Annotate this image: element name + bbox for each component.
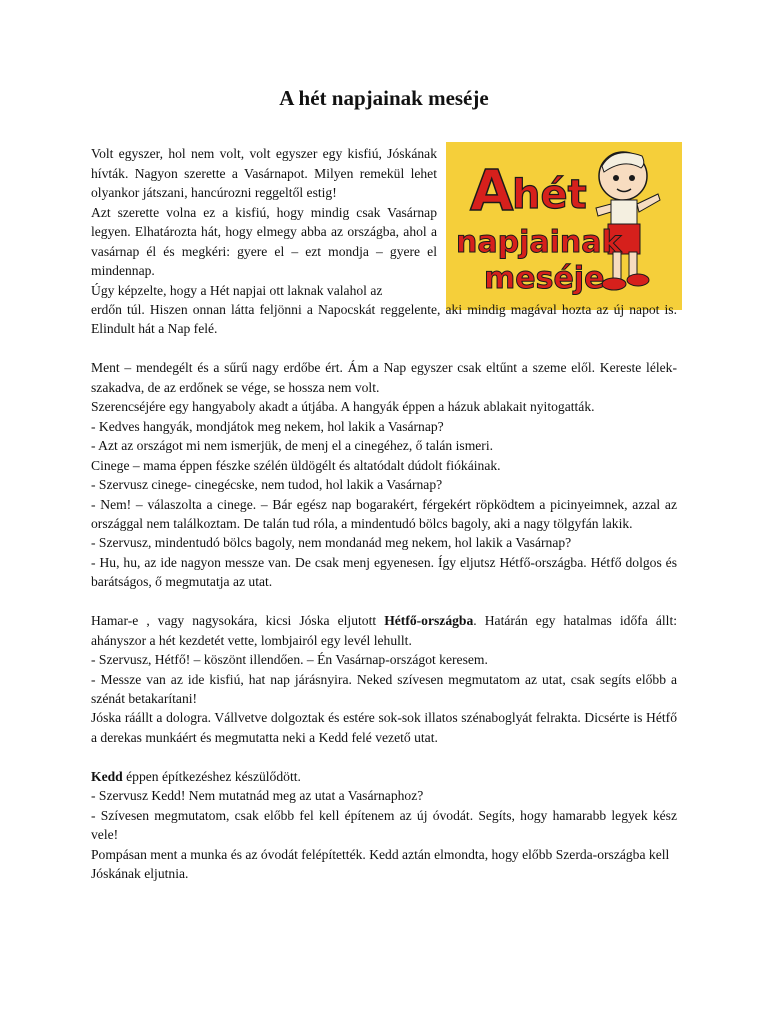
dialogue-line: - Kedves hangyák, mondjátok meg nekem, hol lakik a Vasárnap? xyxy=(91,418,444,434)
illustration-word-napjainak: napjainak xyxy=(456,225,622,260)
paragraph xyxy=(91,767,677,786)
text-run: . Határán egy hatalmas időfa állt: ahányszor a hét kezdetét vette, lombjairól egy levél lehullt. xyxy=(91,613,677,648)
paragraph: Pompásan ment a munka és az óvodát felépítették. Kedd aztán elmondta, hogy előbb Szerda-országba kell Jóskának eljutnia. xyxy=(91,846,670,882)
bold-term: Kedd xyxy=(91,768,123,784)
dialogue-line: - Szívesen megmutatom, csak előbb fel kell építenem az új óvodát. Segíts, hogy hamarabb legyek kész vele! xyxy=(91,807,677,843)
illustration-word-meseje: meséje xyxy=(484,261,605,296)
intro-paragraph: Volt egyszer, hol nem volt, volt egyszer egy kisfiú, Jóskának hívták. Nagyon szerette a Vasárnapot. Milyen remekül lehet olyankor játszani, hancúrozni reggeltől estig! xyxy=(91,146,437,200)
paragraph xyxy=(91,611,677,650)
dialogue-line: - Nem! – válaszolta a cinege. – Bár egész nap bogarakért, férgekért röpködtem a picinyeimnek, azzal az országgal nem találkoztam. De talán tud róla, a mindentudó bölcs bagoly, aki a nagy tölgyfán lakik. xyxy=(91,496,677,531)
dialogue-line: - Messze van az ide kisfiú, hat nap járásnyira. Neked szívesen megmutatom az utat, csak segíts előbb a szénát betakarítani! xyxy=(91,671,677,707)
paragraph: Jóska ráállt a dologra. Vállvetve dolgoztak és estére sok-sok illatos szénaboglyát felrakta. Dicsérte is Hétfő a derekas munkáért és megmutatta neki a Kedd felé vezető utat. xyxy=(91,710,677,745)
illustration-word-het: hét xyxy=(512,172,587,218)
paragraph: Ment – mendegélt és a sűrű nagy erdőbe ért. Ám a Nap egyszer csak eltűnt a szeme elől. Kereste lélek-szakadva, de az erdőnek se vége, se hossza nem volt. xyxy=(91,360,677,395)
intro-paragraph: Úgy képzelte, hogy a Hét napjai ott laknak valahol az xyxy=(91,282,383,298)
intro-column xyxy=(91,144,437,300)
text-run: éppen építkezéshez készülődött. xyxy=(122,768,301,784)
bold-term: Hétfő-országba xyxy=(384,613,474,629)
text-run: Hamar-e , vagy nagysokára, kicsi Jóska eljutott xyxy=(91,613,385,629)
intro-paragraph: Azt szerette volna ez a kisfiú, hogy mindig csak Vasárnap legyen. Elhatározta hát, hogy elmegy abba az országba, ahol a vasárnap él és megkéri: gyere el – ezt mondja – gyere el mindennap. xyxy=(91,204,437,278)
dialogue-line: - Hu, hu, az ide nagyon messze van. De csak menj egyenesen. Így eljutsz Hétfő-országba. Hétfő dolgos és barátságos, ő megmutatja az utat. xyxy=(91,554,677,590)
paragraph: Szerencséjére egy hangyaboly akadt a útjába. A hangyák éppen a házuk ablakait nyitogatták. xyxy=(91,399,595,415)
illustration-letter-a: A xyxy=(470,159,514,224)
dialogue-line: - Szervusz, mindentudó bölcs bagoly, nem mondanád meg nekem, hol lakik a Vasárnap? xyxy=(91,535,572,551)
dialogue-line: - Szervusz cinege- cinegécske, nem tudod, hol lakik a Vasárnap? xyxy=(91,477,443,493)
paragraph: erdőn túl. Hiszen onnan látta feljönni a Napocskát reggelente, aki mindig magával hozta az új napot is. Elindult hát a Nap felé. xyxy=(91,302,677,337)
dialogue-line: - Szervusz, Hétfő! – köszönt illendően. – Én Vasárnap-országot keresem. xyxy=(91,652,488,668)
title-illustration xyxy=(446,142,682,310)
dialogue-line: - Szervusz Kedd! Nem mutatnád meg az utat a Vasárnaphoz? xyxy=(91,788,424,804)
dialogue-line: - Azt az országot mi nem ismerjük, de menj el a cinegéhez, ő talán ismeri. xyxy=(91,438,494,454)
paragraph: Cinege – mama éppen fészke szélén üldögélt és altatódalt dúdolt fiókáinak. xyxy=(91,457,501,473)
page-title: A hét napjainak meséje xyxy=(279,86,489,110)
story-body xyxy=(91,300,677,884)
